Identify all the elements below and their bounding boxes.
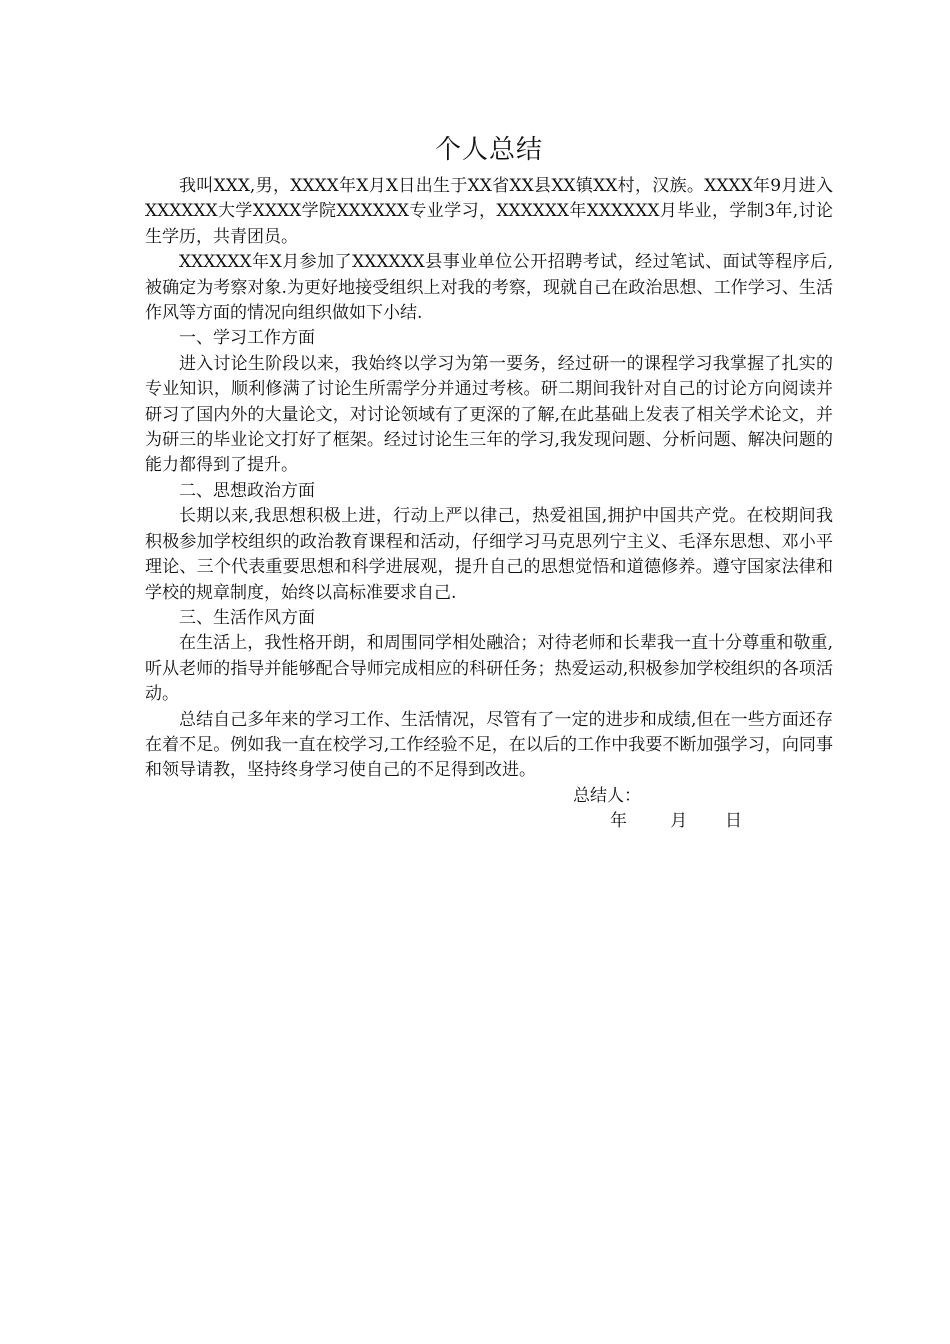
- date-line: 年 月 日: [610, 811, 743, 832]
- signature-label: 总结人：: [573, 785, 641, 806]
- section-body-political: 长期以来,我思想积极上进，行动上严以律己，热爱祖国,拥护中国共产党。在校期间我积极参加学校组织的政治教育课程和活动，仔细学习马克思列宁主义、毛泽东思想、邓小平理论、三个代表重要思想和科学进展观，提升自己的思想觉悟和道德修养。遵守国家法律和学校的规章制度，始终以高标准要求自己.: [145, 506, 833, 603]
- section-body-lifestyle: 在生活上，我性格开朗，和周围同学相处融洽；对待老师和长辈我一直十分尊重和敬重,听从老师的指导并能够配合导师完成相应的科研任务；热爱运动,积极参加学校组织的各项活动。: [145, 633, 833, 705]
- conclusion-paragraph: 总结自己多年来的学习工作、生活情况，尽管有了一定的进步和成绩,但在一些方面还存在着不足。例如我一直在校学习,工作经验不足，在以后的工作中我要不断加强学习，向同事和领导请教，坚持终身学习使自己的不足得到改进。: [145, 709, 833, 781]
- section-heading-political: 二、思想政治方面: [179, 480, 315, 501]
- section-body-study-work: 进入讨论生阶段以来，我始终以学习为第一要务，经过研一的课程学习我掌握了扎实的专业知识，顺利修满了讨论生所需学分并通过考核。研二期间我针对自己的讨论方向阅读并研习了国内外的大量论文，对讨论领域有了更深的了解,在此基础上发表了相关学术论文，并为研三的毕业论文打好了框架。经过讨论生三年的学习,我发现问题、分析问题、解决问题的能力都得到了提升。: [145, 353, 833, 476]
- intro-paragraph-1: 我叫XXX,男，XXXX年X月X日出生于XX省XX县XX镇XX村，汉族。XXXX年9月进入XXXXXX大学XXXX学院XXXXXX专业学习，XXXXXX年XXXXXX月毕业，学制3年,讨论生学历，共青团员。: [145, 176, 833, 247]
- section-heading-study-work: 一、学习工作方面: [179, 328, 315, 349]
- document-page: [145, 132, 833, 835]
- intro-paragraph-2: XXXXXX年X月参加了XXXXXX县事业单位公开招聘考试，经过笔试、面试等程序后,被确定为考察对象.为更好地接受组织上对我的考察，现就自己在政治思想、工作学习、生活作风等方面的情况向组织做如下小结.: [145, 252, 833, 324]
- section-heading-lifestyle: 三、生活作风方面: [179, 607, 315, 628]
- document-title: 个人总结: [434, 135, 543, 165]
